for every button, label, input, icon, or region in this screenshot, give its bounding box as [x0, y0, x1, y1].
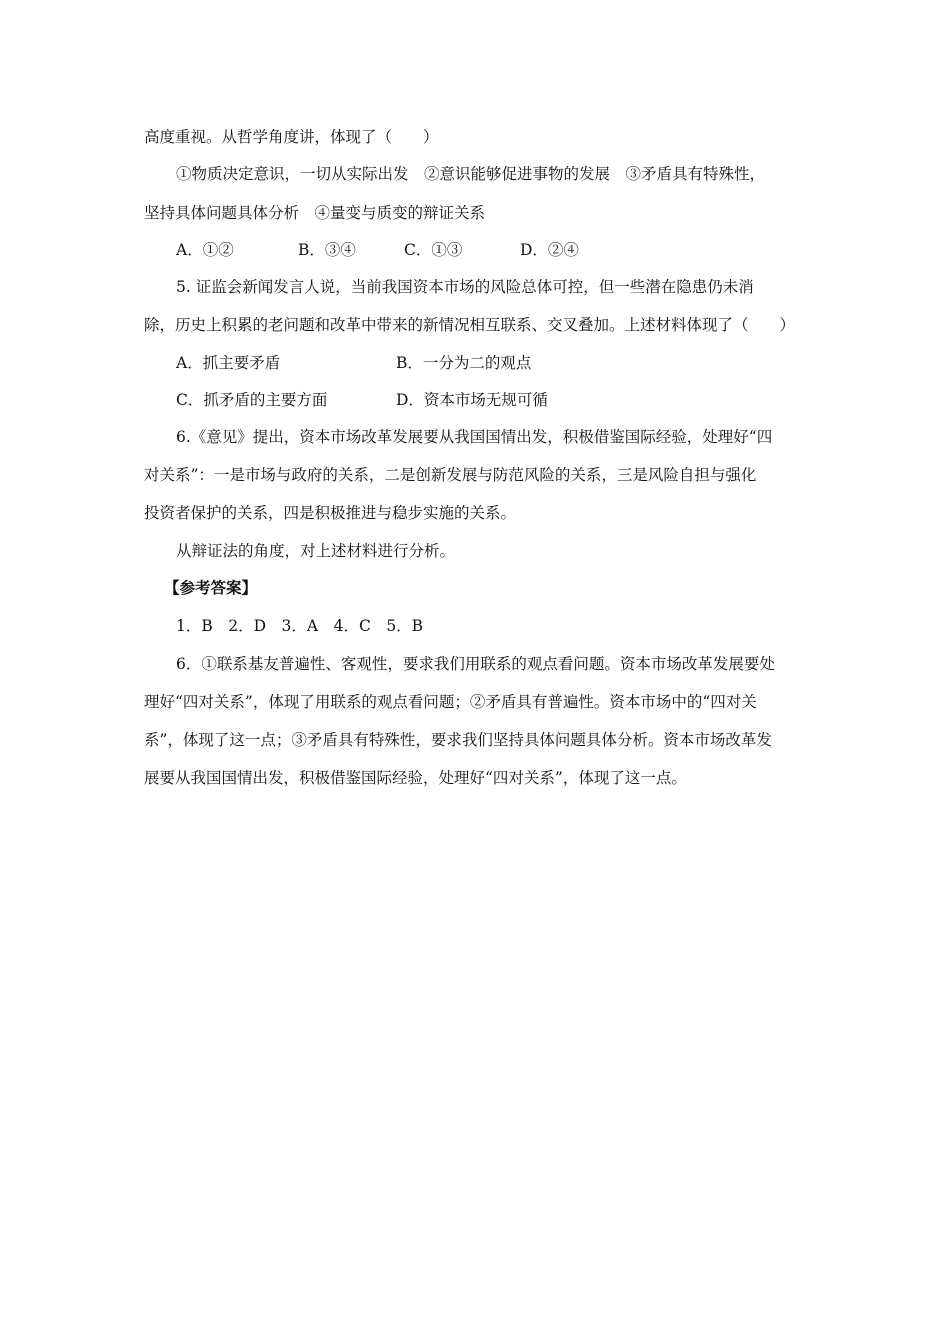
- q6-answer-line-2: 理好“四对关系”，体现了用联系的观点看问题；②矛盾具有普遍性。资本市场中的“四对关: [144, 693, 757, 711]
- q5-option-b: B．一分为二的观点: [396, 354, 532, 372]
- q6-prompt: 从辩证法的角度，对上述材料进行分析。: [176, 542, 456, 560]
- answers-heading: 【参考答案】: [164, 578, 258, 597]
- choice-answers: 1．B 2．D 3．A 4．C 5．B: [176, 617, 424, 635]
- q6-answer-line-3: 系”，体现了这一点；③矛盾具有特殊性，要求我们坚持具体问题具体分析。资本市场改革发: [144, 731, 772, 749]
- q4-options: [176, 240, 579, 260]
- q6-answer-line-1: 6．①联系基友普遍性、客观性，要求我们用联系的观点看问题。资本市场改革发展要处: [176, 655, 775, 673]
- q5-option-a: A．抓主要矛盾: [176, 354, 281, 372]
- q6-answer-line-4: 展要从我国国情出发，积极借鉴国际经验，处理好“四对关系”，体现了这一点。: [144, 769, 687, 787]
- q6-stem-line-1: 6.《意见》提出，资本市场改革发展要从我国国情出发，积极借鉴国际经验，处理好“四: [176, 428, 773, 446]
- q5-option-d: D．资本市场无规可循: [396, 391, 548, 409]
- q5-options-row-1: [176, 353, 531, 373]
- q4-option-b: B．③④: [298, 241, 356, 259]
- q4-stem-continuation: 高度重视。从哲学角度讲，体现了（ ）: [144, 128, 439, 146]
- q4-statements-line-2: 坚持具体问题具体分析 ④量变与质变的辩证关系: [144, 204, 486, 222]
- q4-option-c: C．①③: [404, 241, 463, 259]
- q4-statements-line-1: ①物质决定意识，一切从实际出发 ②意识能够促进事物的发展 ③矛盾具有特殊性，: [176, 165, 766, 183]
- q5-stem-line-2: 除，历史上积累的老问题和改革中带来的新情况相互联系、交叉叠加。上述材料体现了（ ）: [144, 316, 796, 334]
- q6-stem-line-2: 对关系”：一是市场与政府的关系，二是创新发展与防范风险的关系，三是风险自担与强化: [144, 466, 757, 484]
- q4-option-d: D．②④: [520, 241, 579, 259]
- q6-stem-line-3: 投资者保护的关系，四是积极推进与稳步实施的关系。: [144, 504, 517, 522]
- q5-options-row-2: [176, 390, 548, 410]
- q4-option-a: A．①②: [176, 241, 234, 259]
- q5-option-c: C．抓矛盾的主要方面: [176, 391, 328, 409]
- q5-stem-line-1: 5. 证监会新闻发言人说，当前我国资本市场的风险总体可控，但一些潜在隐患仍未消: [176, 278, 754, 296]
